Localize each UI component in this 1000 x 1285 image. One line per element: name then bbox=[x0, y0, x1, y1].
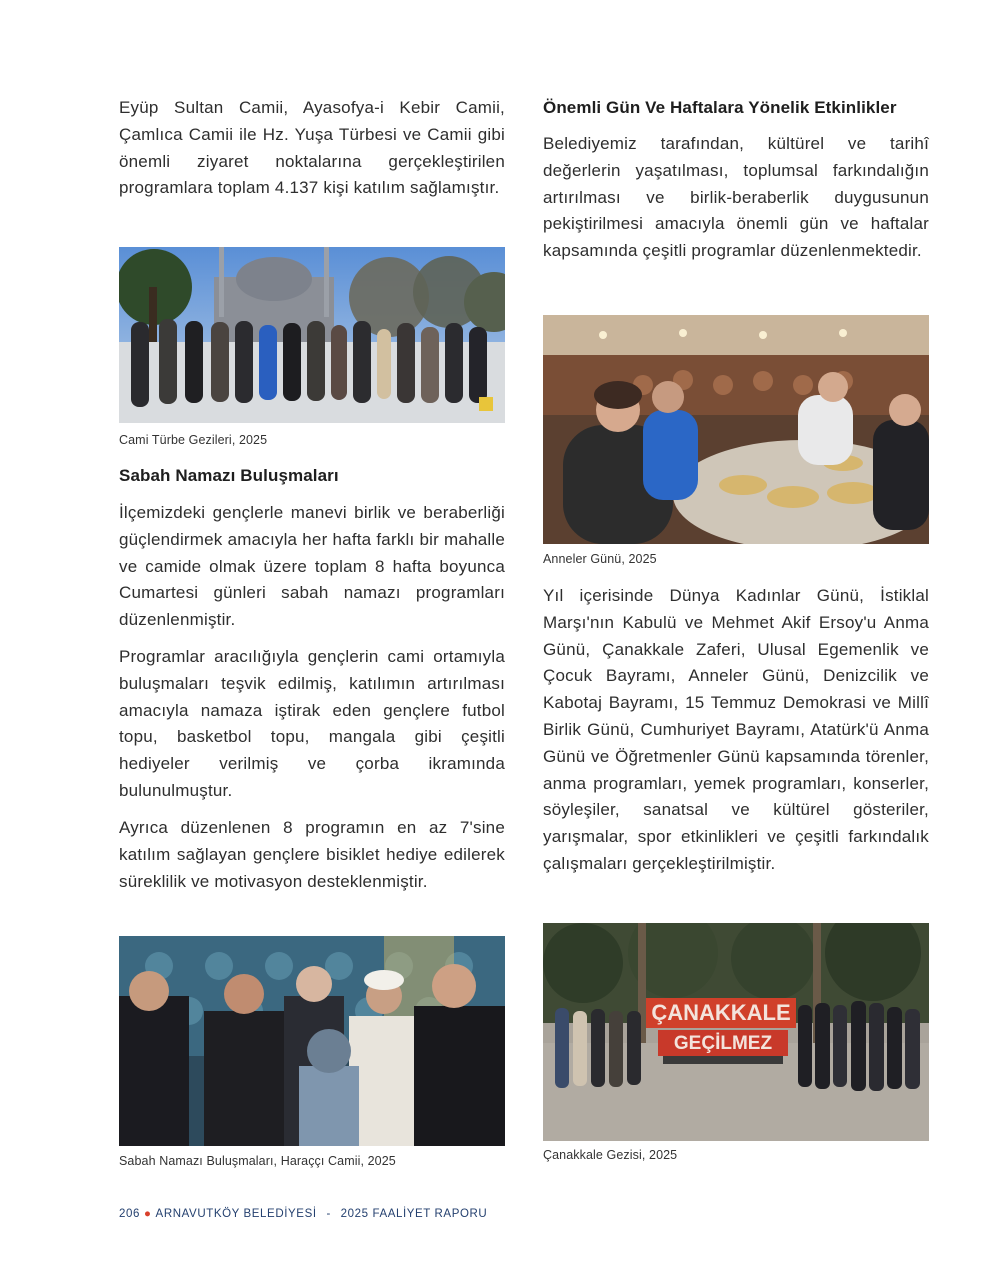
onemli-gun-paragraph-1: Belediyemiz tarafından, kültürel ve tarihî değerlerin yaşatılması, toplumsal farkındalığın artırılması ve birlik-beraberlik duygusunun pekiştirilmesi amacıyla önemli gün ve haftalar kapsamında çeşitli programlar düzenlenmektedir. bbox=[543, 134, 929, 261]
sabah-paragraph-2: Programlar aracılığıyla gençlerin cami ortamıyla buluşmaları teşvik edilmiş, katılımın artırılması amacıyla namaza iştirak eden gençlere futbol topu, basketbol topu, mangala gibi çeşitli hediyeler verilmiş ve çorba ikramında bulunulmuştur. bbox=[119, 647, 505, 800]
mosque-tour-caption: Cami Türbe Gezileri, 2025 bbox=[119, 433, 268, 447]
footer-org: ARNAVUTKÖY BELEDİYESİ bbox=[155, 1208, 317, 1220]
sign-line-2: GEÇİLMEZ bbox=[673, 1033, 773, 1054]
onemli-gun-paragraph-2: Yıl içerisinde Dünya Kadınlar Günü, İstiklal Marşı'nın Kabulü ve Mehmet Akif Ersoy'u Anma Günü, Çanakkale Zaferi, Ulusal Egemenlik ve Çocuk Bayramı, Anneler Günü, Denizcilik ve Kabotaj Bayramı, 15 Temmuz Demokrasi ve Millî Birlik Günü, Cumhuriyet Bayramı, Atatürk'ü Anma Günü ve Öğretmenler Günü kapsamında törenler, anma programları, yemek programları, konserler, söyleşiler, sanatsal ve kültürel gösteriler, yarışmalar, spor etkinlikleri ve çeşitli farkındalık çalışmaları gerçekleştirilmiştir. bbox=[543, 586, 929, 873]
sabah-paragraph-3: Ayrıca düzenlenen 8 programın en az 7'sine katılım sağlayan gençlere bisiklet hediye edilerek süreklilik ve motivasyon desteklenmiştir. bbox=[119, 818, 505, 891]
intro-paragraph: Eyüp Sultan Camii, Ayasofya-i Kebir Camii, Çamlıca Camii ile Hz. Yuşa Türbesi ve Camii gibi önemli ziyaret noktalarına gerçekleştirilen programlara toplam 4.137 kişi katılım sağlamıştır. bbox=[119, 98, 505, 198]
anneler-gunu-photo bbox=[543, 315, 929, 544]
sabah-namazi-photo bbox=[119, 936, 505, 1146]
page-footer bbox=[119, 1208, 487, 1220]
sabah-paragraph-1: İlçemizdeki gençlerle manevi birlik ve beraberliği güçlendirmek amacıyla her hafta farklı bir mahalle ve camide olmak üzere toplam 8 hafta boyunca Cumartesi günleri sabah namazı programları düzenlenmiştir. bbox=[119, 503, 505, 630]
anneler-gunu-caption: Anneler Günü, 2025 bbox=[543, 552, 657, 566]
sabah-namazi-heading: Sabah Namazı Buluşmaları bbox=[119, 466, 339, 485]
sign-line-1: ÇANAKKALE bbox=[651, 1000, 791, 1025]
mosque-tour-photo bbox=[119, 247, 505, 423]
canakkale-photo bbox=[543, 923, 929, 1141]
page-number: 206 bbox=[119, 1208, 140, 1220]
onemli-gun-heading: Önemli Gün Ve Haftalara Yönelik Etkinlikler bbox=[543, 98, 897, 117]
footer-report: 2025 FAALİYET RAPORU bbox=[340, 1208, 488, 1220]
canakkale-caption: Çanakkale Gezisi, 2025 bbox=[543, 1148, 678, 1162]
sabah-namazi-caption: Sabah Namazı Buluşmaları, Haraççı Camii, 2025 bbox=[119, 1154, 396, 1168]
footer-separator: - bbox=[326, 1208, 331, 1220]
footer-dot-icon: ● bbox=[144, 1208, 152, 1220]
